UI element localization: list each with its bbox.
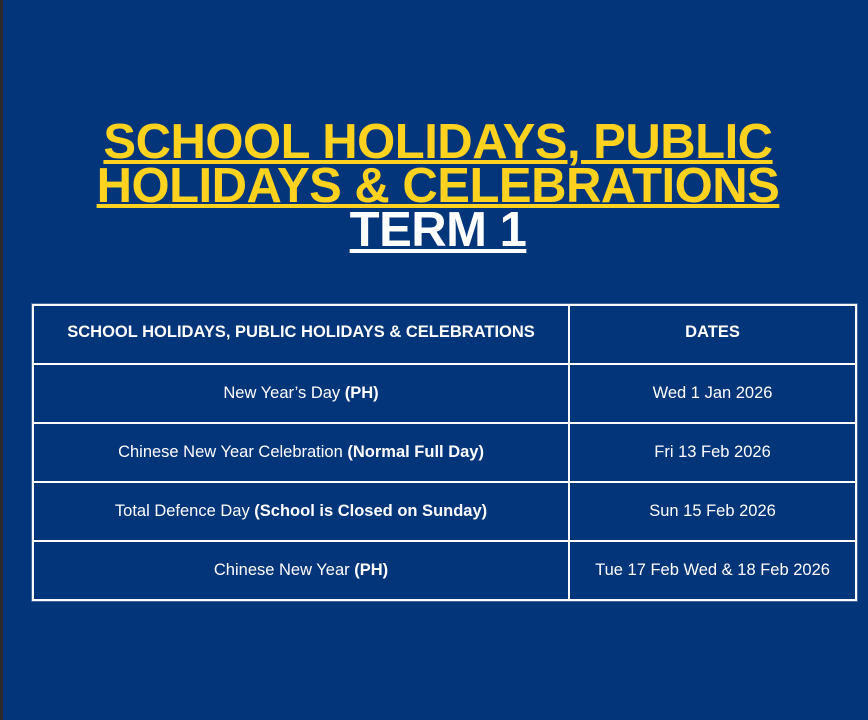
title-line-1 [0, 115, 868, 169]
window-edge-strip [0, 0, 3, 720]
event-note: (PH) [354, 561, 389, 579]
header-event: SCHOOL HOLIDAYS, PUBLIC HOLIDAYS & CELEBRATIONS [33, 305, 569, 364]
table-header-row [33, 305, 856, 364]
event-note: (School is Closed on Sunday) [254, 502, 488, 520]
event-note: (Normal Full Day) [347, 443, 484, 461]
event-name: Chinese New Year [213, 561, 355, 579]
holidays-table [32, 304, 857, 601]
event-note: (PH) [344, 384, 379, 402]
table-row [33, 541, 856, 600]
date-cell: Wed 1 Jan 2026 [569, 364, 856, 423]
table-row [33, 364, 856, 423]
table-row [33, 423, 856, 482]
event-cell [33, 541, 569, 600]
table-row [33, 482, 856, 541]
page-title [0, 115, 868, 257]
title-line-2 [0, 159, 868, 213]
date-cell: Fri 13 Feb 2026 [569, 423, 856, 482]
event-cell [33, 423, 569, 482]
title-line-2-text: HOLIDAYS & CELEBRATIONS [96, 159, 780, 213]
date-cell: Tue 17 Feb Wed & 18 Feb 2026 [569, 541, 856, 600]
event-name: New Year’s Day [223, 384, 345, 402]
term-heading [0, 203, 868, 257]
event-cell [33, 364, 569, 423]
title-line-1-text: SCHOOL HOLIDAYS, PUBLIC [103, 115, 773, 169]
term-heading-text: TERM 1 [349, 203, 527, 257]
event-name: Total Defence Day [114, 502, 255, 520]
event-name: Chinese New Year Celebration [118, 443, 348, 461]
header-dates: DATES [569, 305, 856, 364]
date-cell: Sun 15 Feb 2026 [569, 482, 856, 541]
event-cell [33, 482, 569, 541]
